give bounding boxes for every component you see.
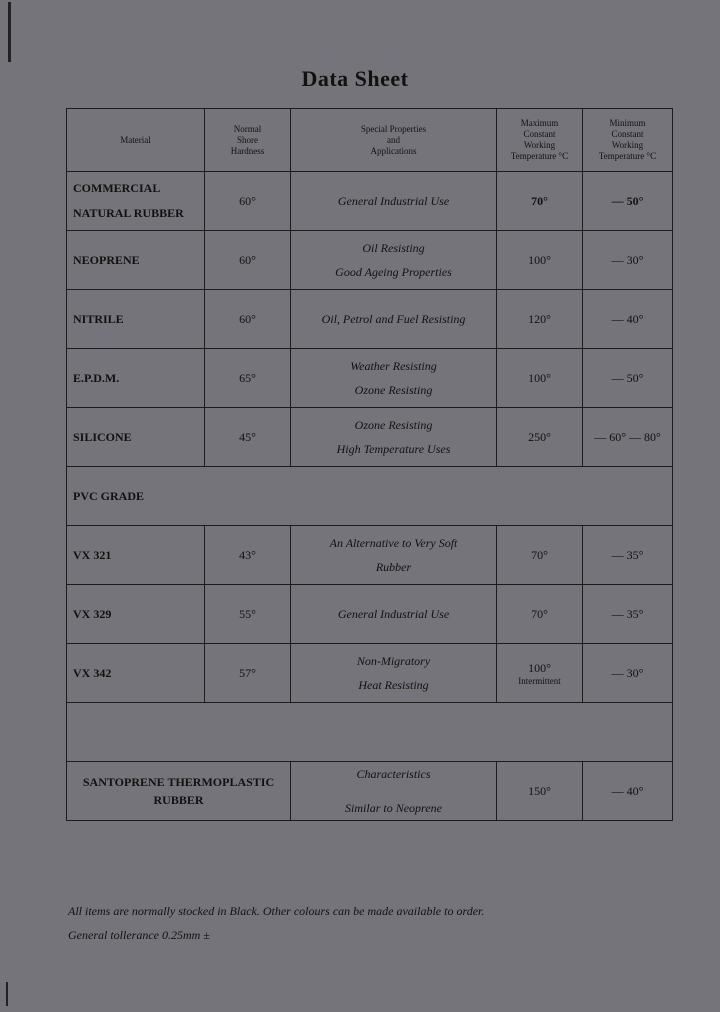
material-cell: SILICONE (67, 408, 205, 467)
material-cell: COMMERCIAL NATURAL RUBBER (67, 172, 205, 231)
footer-note-tolerance: General tollerance 0.25mm ± (68, 928, 210, 942)
hardness-cell: 65° (205, 349, 291, 408)
min-temp-cell: — 60° — 80° (583, 408, 673, 467)
min-temp-cell: — 40° (583, 762, 673, 821)
table-row (67, 172, 673, 231)
header-hardness: Normal Shore Hardness (205, 109, 291, 172)
max-temp-cell: 70° (497, 526, 583, 585)
scan-mark-top-left (8, 2, 11, 62)
max-temp-cell: 100° (497, 231, 583, 290)
blank-row (67, 703, 673, 762)
min-temp-cell: — 50° (583, 172, 673, 231)
application-cell: Characteristics Similar to Neoprene (291, 762, 497, 821)
max-temp-cell: 120° (497, 290, 583, 349)
min-temp-cell: — 50° (583, 349, 673, 408)
min-temp-cell: — 35° (583, 526, 673, 585)
max-temp-cell: 70° (497, 172, 583, 231)
header-special-properties: Special Properties and Applications (291, 109, 497, 172)
pvc-grade-heading: PVC GRADE (67, 467, 673, 526)
hardness-cell: 43° (205, 526, 291, 585)
hardness-cell: 60° (205, 290, 291, 349)
table-row (67, 585, 673, 644)
min-temp-cell: — 30° (583, 231, 673, 290)
application-cell: Oil, Petrol and Fuel Resisting (291, 290, 497, 349)
table-row (67, 290, 673, 349)
data-table (66, 108, 673, 821)
hardness-cell: 60° (205, 231, 291, 290)
max-temp-cell: 250° (497, 408, 583, 467)
material-cell: VX 329 (67, 585, 205, 644)
material-cell: VX 321 (67, 526, 205, 585)
material-cell: NITRILE (67, 290, 205, 349)
hardness-cell: 57° (205, 644, 291, 703)
footer-note-stock: All items are normally stocked in Black. Other colours can be made available to order. (68, 904, 485, 918)
table-row (67, 349, 673, 408)
hardness-cell: 45° (205, 408, 291, 467)
application-cell: Non-Migratory Heat Resisting (291, 644, 497, 703)
blank-cell (67, 703, 673, 762)
application-cell: General Industrial Use (291, 585, 497, 644)
application-cell: Ozone Resisting High Temperature Uses (291, 408, 497, 467)
min-temp-cell: — 40° (583, 290, 673, 349)
min-temp-cell: — 30° (583, 644, 673, 703)
scan-mark-bottom-left (6, 982, 8, 1006)
intermittent-note: Intermittent (518, 675, 561, 686)
application-cell: An Alternative to Very Soft Rubber (291, 526, 497, 585)
application-cell: Oil Resisting Good Ageing Properties (291, 231, 497, 290)
application-cell: Weather Resisting Ozone Resisting (291, 349, 497, 408)
max-temp-cell: 100° Intermittent (497, 644, 583, 703)
header-material: Material (67, 109, 205, 172)
header-max-temp: Maximum Constant Working Temperature °C (497, 109, 583, 172)
page-title: Data Sheet (301, 66, 409, 91)
max-temp-cell: 100° (497, 349, 583, 408)
header-min-temp: Minimum Constant Working Temperature °C (583, 109, 673, 172)
table-row (67, 762, 673, 821)
material-cell: SANTOPRENE THERMOPLASTIC RUBBER (67, 762, 291, 821)
min-temp-cell: — 35° (583, 585, 673, 644)
table-row (67, 644, 673, 703)
application-cell: General Industrial Use (291, 172, 497, 231)
table-row (67, 231, 673, 290)
max-temp-cell: 70° (497, 585, 583, 644)
table-row (67, 408, 673, 467)
hardness-cell: 60° (205, 172, 291, 231)
table-header-row (67, 109, 673, 172)
pvc-grade-heading-row (67, 467, 673, 526)
material-cell: NEOPRENE (67, 231, 205, 290)
max-temp-cell: 150° (497, 762, 583, 821)
hardness-cell: 55° (205, 585, 291, 644)
table-row (67, 526, 673, 585)
material-cell: VX 342 (67, 644, 205, 703)
material-cell: E.P.D.M. (67, 349, 205, 408)
